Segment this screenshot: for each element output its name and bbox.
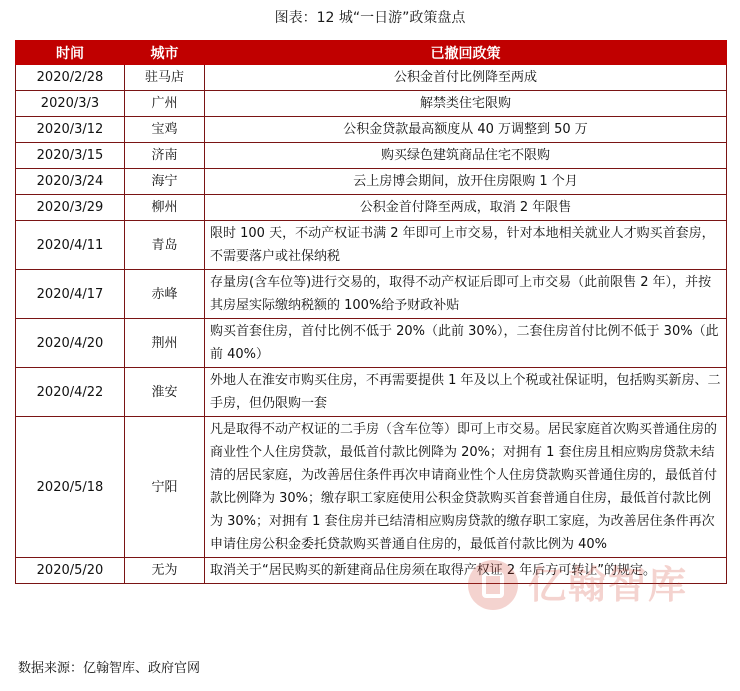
- cell-city: 柳州: [125, 195, 205, 221]
- cell-city: 淮安: [125, 368, 205, 417]
- table-row: [16, 195, 727, 221]
- cell-policy: 云上房博会期间，放开住房限购 1 个月: [205, 169, 727, 195]
- cell-date: 2020/2/28: [16, 65, 125, 91]
- cell-policy: 存量房(含车位等)进行交易的，取得不动产权证后即可上市交易（此前限售 2 年），并按其房屋实际缴纳税额的 100%给予财政补贴: [205, 270, 727, 319]
- chart-title: 图表：12 城“一日游”政策盘点: [274, 10, 466, 26]
- table-row: [16, 143, 727, 169]
- table-row: [16, 417, 727, 558]
- cell-date: 2020/5/18: [16, 417, 125, 558]
- header-city: 城市: [125, 41, 205, 65]
- cell-date: 2020/3/24: [16, 169, 125, 195]
- cell-date: 2020/3/29: [16, 195, 125, 221]
- cell-city: 广州: [125, 91, 205, 117]
- policy-table: [15, 40, 727, 584]
- table-row: [16, 169, 727, 195]
- table-row: [16, 65, 727, 91]
- table-row: [16, 221, 727, 270]
- cell-policy: 限时 100 天，不动产权证书满 2 年即可上市交易，针对本地相关就业人才购买首套房，不需要落户或社保纳税: [205, 221, 727, 270]
- cell-policy: 公积金首付降至两成，取消 2 年限售: [205, 195, 727, 221]
- cell-date: 2020/4/11: [16, 221, 125, 270]
- cell-policy: 取消关于“居民购买的新建商品住房须在取得产权证 2 年后方可转让”的规定。: [205, 558, 727, 584]
- cell-policy: 外地人在淮安市购买住房，不再需要提供 1 年及以上个税或社保证明，包括购买新房、二手房，但仍限购一套: [205, 368, 727, 417]
- cell-city: 海宁: [125, 169, 205, 195]
- table-row: [16, 368, 727, 417]
- cell-city: 荆州: [125, 319, 205, 368]
- cell-city: 宝鸡: [125, 117, 205, 143]
- cell-date: 2020/4/20: [16, 319, 125, 368]
- cell-date: 2020/4/17: [16, 270, 125, 319]
- cell-city: 驻马店: [125, 65, 205, 91]
- cell-city: 济南: [125, 143, 205, 169]
- cell-city: 青岛: [125, 221, 205, 270]
- header-date: 时间: [16, 41, 125, 65]
- cell-date: 2020/3/3: [16, 91, 125, 117]
- table-row: [16, 558, 727, 584]
- table-row: [16, 270, 727, 319]
- table-row: [16, 91, 727, 117]
- cell-policy: 解禁类住宅限购: [205, 91, 727, 117]
- cell-policy: 购买绿色建筑商品住宅不限购: [205, 143, 727, 169]
- cell-date: 2020/4/22: [16, 368, 125, 417]
- cell-city: 无为: [125, 558, 205, 584]
- data-source-note: 数据来源：亿翰智库、政府官网: [18, 661, 201, 676]
- cell-policy: 凡是取得不动产权证的二手房（含车位等）即可上市交易。居民家庭首次购买普通住房的商业性个人住房贷款，最低首付款比例降为 20%；对拥有 1 套住房且相应购房贷款未结清的居民家庭，为改善居住条件再次申请商业性个人住房贷款购买普通住房的，最低首付款比例降为 30%；缴存职工家庭使用公积金贷款购买首套普通自住房，最低首付款比例为 30%；对拥有 1 套住房并已结清相应购房贷款的缴存职工家庭，为改善居住条件再次申请住房公积金委托贷款购买普通自住房的，最低首付款比例为 40%: [205, 417, 727, 558]
- cell-city: 赤峰: [125, 270, 205, 319]
- cell-policy: 公积金首付比例降至两成: [205, 65, 727, 91]
- table-header-row: [16, 41, 727, 65]
- cell-policy: 购买首套住房，首付比例不低于 20%（此前 30%），二套住房首付比例不低于 30%（此前 40%）: [205, 319, 727, 368]
- cell-city: 宁阳: [125, 417, 205, 558]
- cell-date: 2020/3/15: [16, 143, 125, 169]
- table-row: [16, 117, 727, 143]
- header-policy: 已撤回政策: [205, 41, 727, 65]
- cell-date: 2020/3/12: [16, 117, 125, 143]
- cell-policy: 公积金贷款最高额度从 40 万调整到 50 万: [205, 117, 727, 143]
- cell-date: 2020/5/20: [16, 558, 125, 584]
- table-row: [16, 319, 727, 368]
- watermark-text: 亿翰智库: [528, 563, 689, 607]
